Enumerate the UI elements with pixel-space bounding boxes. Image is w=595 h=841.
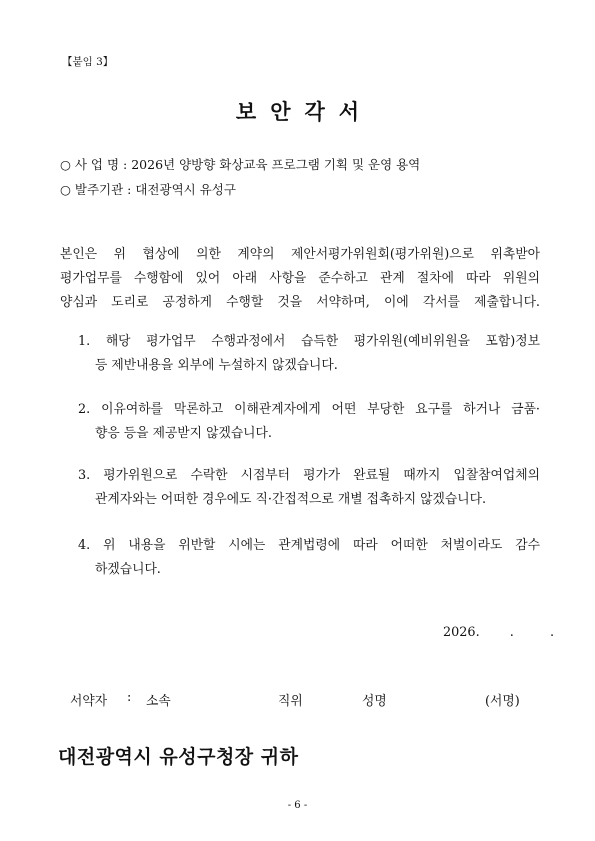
pledge-item-2 bbox=[78, 398, 540, 446]
date-line bbox=[443, 625, 554, 640]
position-label: 직위 bbox=[278, 694, 303, 709]
date-day: . bbox=[550, 625, 555, 640]
project-name-line: ○ 사 업 명 : 2026년 양방향 화상교육 프로그램 기획 및 운영 용역 bbox=[60, 157, 421, 172]
name-label: 성명 bbox=[362, 694, 387, 709]
document-title: 보안각서 bbox=[235, 99, 374, 124]
intro-paragraph bbox=[60, 243, 540, 315]
pledge-item-4 bbox=[78, 534, 540, 582]
pledge-item-text: 하겠습니다. bbox=[95, 562, 161, 577]
pledge-item-text: 1. 해당 평가업무 수행과정에서 습득한 평가위원(예비위원을 포함)정보 bbox=[78, 334, 540, 349]
pledge-item-text: 등 제반내용을 외부에 누설하지 않겠습니다. bbox=[95, 358, 338, 373]
pledge-item-text: 향응 등을 제공받지 않겠습니다. bbox=[95, 426, 272, 441]
closing-addressee: 대전광역시 유성구청장 귀하 bbox=[58, 746, 299, 768]
date-month: . bbox=[509, 625, 514, 640]
affiliation-label: 소속 bbox=[146, 694, 171, 709]
intro-line: 본인은 위 협상에 의한 계약의 제안서평가위원회(평가위원)으로 위촉받아 bbox=[60, 247, 540, 262]
signer-label: 서약자 bbox=[70, 694, 108, 709]
pledge-item-text: 관계자와는 어떠한 경우에도 직·간접적으로 개별 접촉하지 않겠습니다. bbox=[95, 492, 487, 507]
pledge-item-text: 2. 이유여하를 막론하고 이해관계자에게 어떤 부당한 요구를 하거나 금품· bbox=[78, 402, 540, 417]
pledge-item-text: 3. 평가위원으로 수락한 시점부터 평가가 완료될 때까지 입찰참여업체의 bbox=[78, 468, 540, 483]
pledge-item-text: 4. 위 내용을 위반할 시에는 관계법령에 따라 어떠한 처벌이라도 감수 bbox=[78, 538, 540, 553]
agency-line: ○ 발주기관 : 대전광역시 유성구 bbox=[60, 182, 236, 197]
date-year: 2026. bbox=[443, 625, 480, 640]
signer-colon: : bbox=[127, 690, 132, 705]
pledge-item-3 bbox=[78, 464, 540, 512]
pledge-item-1 bbox=[78, 330, 540, 378]
page-number: - 6 - bbox=[287, 800, 308, 811]
attachment-label: 【붙임 3】 bbox=[62, 56, 114, 68]
intro-line: 양심과 도리로 공정하게 수행할 것을 서약하며, 이에 각서를 제출합니다. bbox=[60, 295, 540, 310]
signature-label: (서명) bbox=[485, 694, 520, 709]
intro-line: 평가업무를 수행함에 있어 아래 사항을 준수하고 관계 절차에 따라 위원의 bbox=[60, 271, 540, 286]
